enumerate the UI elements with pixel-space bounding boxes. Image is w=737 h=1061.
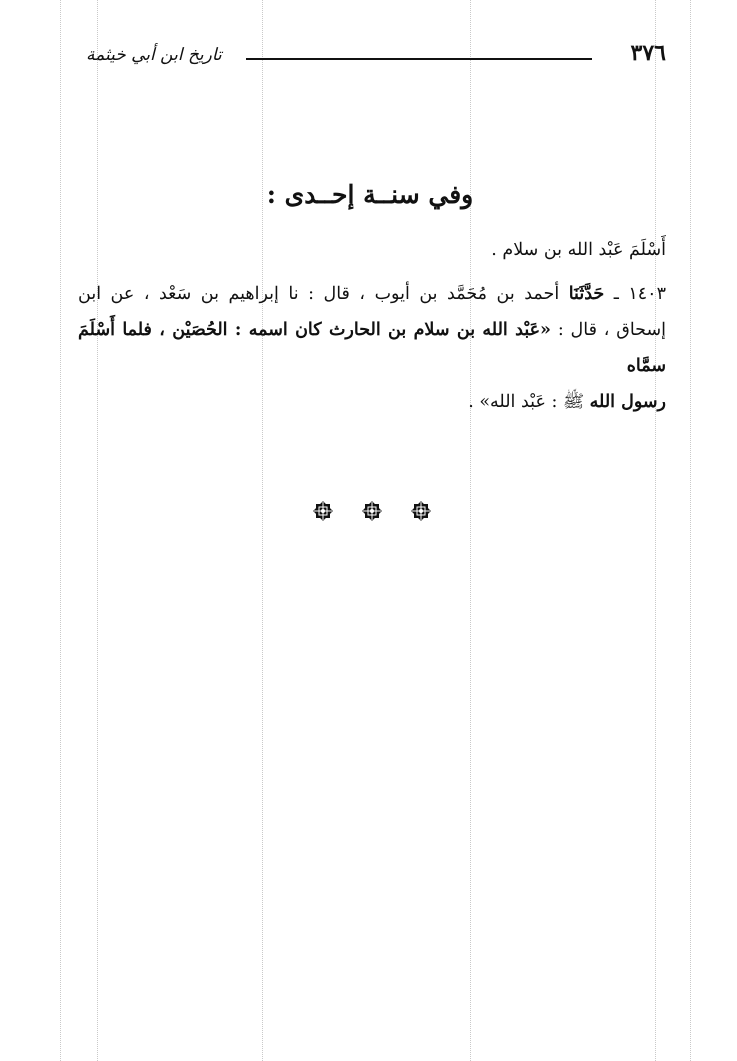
- hadith-quote: رسول الله: [589, 392, 666, 412]
- running-title: تاريخ ابن أبي خيثمة: [86, 45, 222, 65]
- scan-guide-line: [690, 0, 691, 1061]
- ornament-icon: [308, 496, 338, 526]
- scan-guide-line: [470, 0, 471, 1061]
- intro-text: أَسْلَمَ عَبْد الله بن سلام .: [491, 240, 666, 260]
- section-end-ornaments: [308, 494, 436, 528]
- header-rule: [246, 58, 592, 60]
- hadith-text: : عَبْد الله» .: [468, 392, 558, 412]
- scan-guide-line: [60, 0, 61, 1061]
- honorific-glyph: ﷺ: [562, 392, 585, 412]
- scan-guide-line: [262, 0, 263, 1061]
- hadith-line-3: [78, 384, 666, 420]
- hadith-quote: «عَبْد الله بن سلام بن الحارث كان اسمه : الحُصَيْن ، فلما أَسْلَمَ سمَّاه: [78, 320, 666, 376]
- scan-guide-line: [97, 0, 98, 1061]
- page-number: ٣٧٦: [630, 40, 666, 66]
- intro-line: [78, 232, 666, 268]
- page-header: [78, 40, 668, 74]
- ornament-icon: [357, 496, 387, 526]
- hadith-text: إسحاق ، قال :: [557, 320, 666, 340]
- hadith-haddathana: حَدَّثَنَا: [568, 284, 605, 304]
- hadith-line-1: [78, 276, 666, 312]
- hadith-block: [78, 276, 666, 420]
- section-heading: وفي سنــة إحــدى :: [266, 180, 474, 209]
- hadith-number: ١٤٠٣ ـ: [613, 284, 666, 304]
- ornament-icon: [406, 496, 436, 526]
- scan-guide-line: [655, 0, 656, 1061]
- hadith-text: أحمد بن مُحَمَّد بن أيوب ، قال : نا إبراهيم بن سَعْد ، عن ابن: [78, 284, 560, 304]
- hadith-line-2: [78, 312, 666, 384]
